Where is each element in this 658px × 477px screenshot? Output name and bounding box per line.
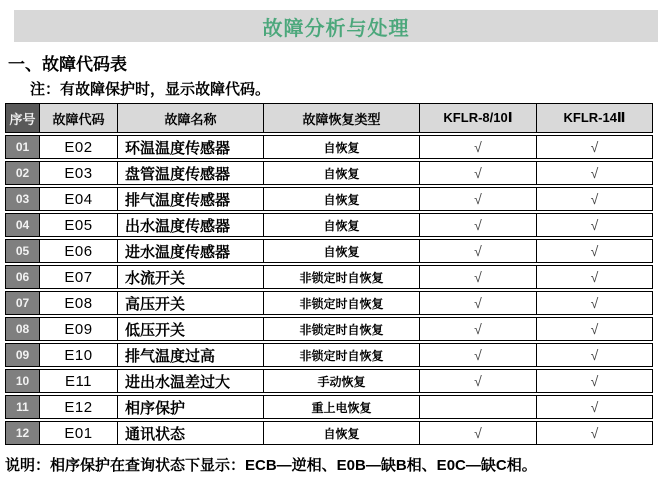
fault-code-cell: E06 — [40, 239, 118, 263]
fault-name-cell: 通讯状态 — [118, 421, 264, 445]
model-14-check-cell: √ — [537, 135, 653, 159]
recovery-type-cell: 自恢复 — [264, 239, 420, 263]
recovery-type-cell: 自恢复 — [264, 161, 420, 185]
table-row — [5, 395, 653, 419]
model-8-10-check-cell: √ — [420, 291, 537, 315]
row-number-cell: 06 — [5, 265, 40, 289]
fault-code-cell: E10 — [40, 343, 118, 367]
model-14-check-cell: √ — [537, 395, 653, 419]
model-14-check-cell: √ — [537, 239, 653, 263]
model-14-check-cell: √ — [537, 369, 653, 393]
table-row — [5, 239, 653, 263]
row-number-cell: 01 — [5, 135, 40, 159]
column-header-model-kflr-8-10: KFLR-8/10Ⅰ — [420, 103, 537, 133]
recovery-type-cell: 非锁定时自恢复 — [264, 265, 420, 289]
table-row — [5, 213, 653, 237]
fault-code-cell: E09 — [40, 317, 118, 341]
table-row — [5, 135, 653, 159]
row-number-cell: 03 — [5, 187, 40, 211]
page-title: 故障分析与处理 — [262, 17, 410, 40]
fault-code-table — [5, 101, 653, 447]
fault-code-cell: E12 — [40, 395, 118, 419]
table-row — [5, 187, 653, 211]
fault-code-cell: E05 — [40, 213, 118, 237]
table-header-row — [5, 103, 653, 133]
recovery-type-cell: 非锁定时自恢复 — [264, 317, 420, 341]
row-number-cell: 05 — [5, 239, 40, 263]
table-row — [5, 369, 653, 393]
fault-code-cell: E11 — [40, 369, 118, 393]
row-number-cell: 08 — [5, 317, 40, 341]
recovery-type-cell: 非锁定时自恢复 — [264, 291, 420, 315]
fault-name-cell: 排气温度过高 — [118, 343, 264, 367]
model-14-check-cell: √ — [537, 187, 653, 211]
row-number-cell: 09 — [5, 343, 40, 367]
table-row — [5, 161, 653, 185]
row-number-cell: 11 — [5, 395, 40, 419]
column-header-no: 序号 — [5, 103, 40, 133]
fault-name-cell: 相序保护 — [118, 395, 264, 419]
recovery-type-cell: 自恢复 — [264, 213, 420, 237]
model-8-10-check-cell: √ — [420, 343, 537, 367]
fault-code-cell: E02 — [40, 135, 118, 159]
recovery-type-cell: 重上电恢复 — [264, 395, 420, 419]
model-14-check-cell: √ — [537, 317, 653, 341]
fault-name-cell: 环温温度传感器 — [118, 135, 264, 159]
model-14-check-cell: √ — [537, 343, 653, 367]
fault-code-cell: E01 — [40, 421, 118, 445]
table-row — [5, 343, 653, 367]
recovery-type-cell: 自恢复 — [264, 421, 420, 445]
column-header-model-kflr-14: KFLR-14Ⅱ — [537, 103, 653, 133]
table-row — [5, 291, 653, 315]
fault-name-cell: 低压开关 — [118, 317, 264, 341]
row-number-cell: 04 — [5, 213, 40, 237]
model-14-check-cell: √ — [537, 213, 653, 237]
table-row — [5, 265, 653, 289]
row-number-cell: 07 — [5, 291, 40, 315]
table-row — [5, 317, 653, 341]
row-number-cell: 02 — [5, 161, 40, 185]
fault-code-cell: E08 — [40, 291, 118, 315]
model-14-check-cell: √ — [537, 421, 653, 445]
fault-name-cell: 排气温度传感器 — [118, 187, 264, 211]
recovery-type-cell: 自恢复 — [264, 135, 420, 159]
model-14-check-cell: √ — [537, 161, 653, 185]
model-8-10-check-cell: √ — [420, 239, 537, 263]
fault-name-cell: 进水温度传感器 — [118, 239, 264, 263]
model-8-10-check-cell: √ — [420, 369, 537, 393]
fault-table-body — [5, 135, 653, 445]
page-title-bar — [14, 10, 658, 42]
fault-code-cell: E04 — [40, 187, 118, 211]
table-note: 注：有故障保护时，显示故障代码。 — [30, 81, 271, 98]
model-8-10-check-cell: √ — [420, 161, 537, 185]
fault-name-cell: 出水温度传感器 — [118, 213, 264, 237]
model-8-10-check-cell: √ — [420, 421, 537, 445]
model-8-10-check-cell: √ — [420, 135, 537, 159]
model-14-check-cell: √ — [537, 265, 653, 289]
recovery-type-cell: 非锁定时自恢复 — [264, 343, 420, 367]
section-heading: 一、故障代码表 — [8, 55, 127, 74]
model-8-10-check-cell: √ — [420, 317, 537, 341]
column-header-fault-code: 故障代码 — [40, 103, 118, 133]
fault-name-cell: 进出水温差过大 — [118, 369, 264, 393]
model-8-10-check-cell: √ — [420, 265, 537, 289]
fault-name-cell: 水流开关 — [118, 265, 264, 289]
model-8-10-check-cell: √ — [420, 213, 537, 237]
table-row — [5, 421, 653, 445]
model-14-check-cell: √ — [537, 291, 653, 315]
column-header-recovery-type: 故障恢复类型 — [264, 103, 420, 133]
recovery-type-cell: 自恢复 — [264, 187, 420, 211]
row-number-cell: 10 — [5, 369, 40, 393]
column-header-fault-name: 故障名称 — [118, 103, 264, 133]
model-8-10-check-cell — [420, 395, 537, 419]
fault-name-cell: 盘管温度传感器 — [118, 161, 264, 185]
footer-note: 说明：相序保护在查询状态下显示：ECB—逆相、E0B—缺B相、E0C—缺C相。 — [5, 457, 537, 474]
row-number-cell: 12 — [5, 421, 40, 445]
fault-code-cell: E03 — [40, 161, 118, 185]
model-8-10-check-cell: √ — [420, 187, 537, 211]
fault-name-cell: 高压开关 — [118, 291, 264, 315]
recovery-type-cell: 手动恢复 — [264, 369, 420, 393]
fault-code-cell: E07 — [40, 265, 118, 289]
